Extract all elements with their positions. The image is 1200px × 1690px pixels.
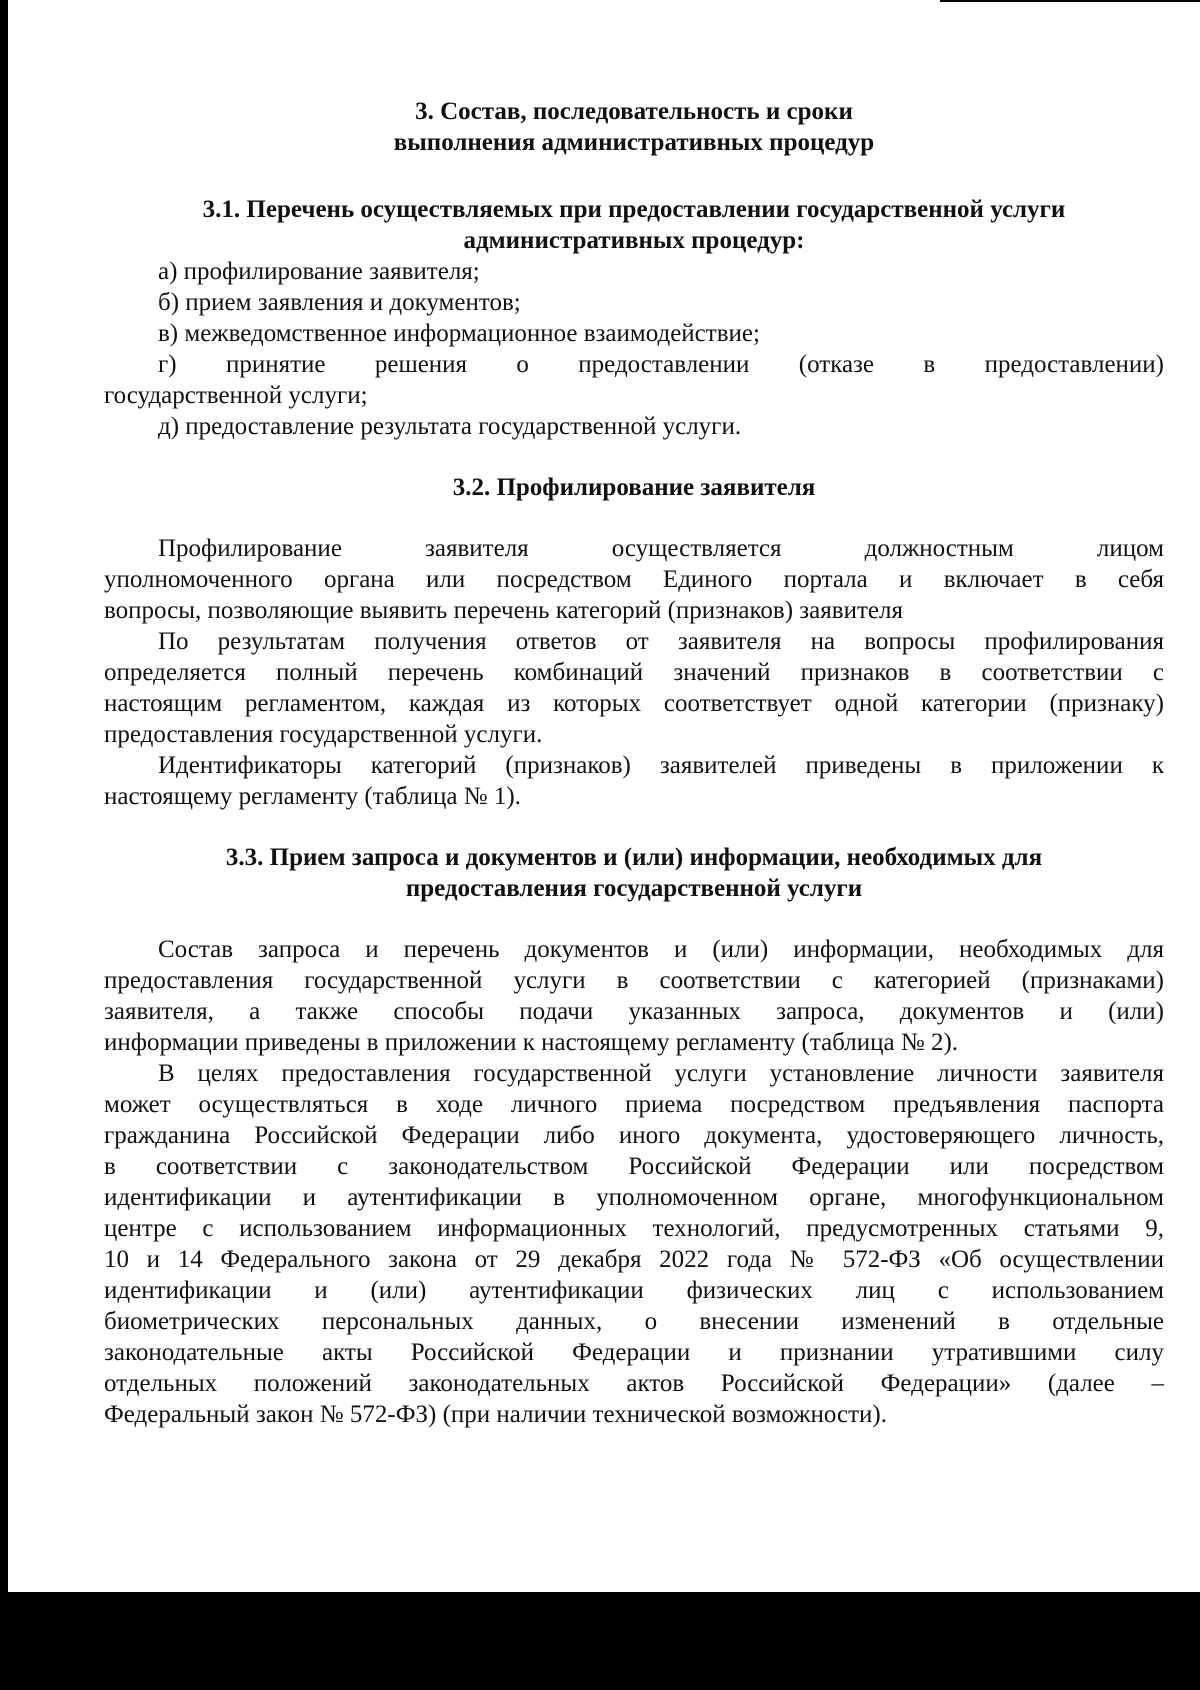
scan-left-border	[0, 0, 8, 1690]
paragraph-line: законодательные акты Российской Федерации и признании утратившими силу	[104, 1339, 1164, 1366]
scan-bottom-bar	[0, 1592, 1200, 1690]
paragraph-line: центре с использованием информационных технологий, предусмотренных статьями 9,	[104, 1215, 1164, 1242]
paragraph-line: предоставления государственной услуги.	[104, 721, 543, 748]
section-3-title-line-1: 3. Состав, последовательность и сроки	[415, 98, 853, 125]
paragraph-line: определяется полный перечень комбинаций значений признаков в соответствии с	[104, 659, 1164, 686]
paragraph-line: биометрических персональных данных, о внесении изменений в отдельные	[104, 1308, 1164, 1335]
paragraph-line: предоставления государственной услуги в соответствии с категорией (признаками)	[104, 967, 1164, 994]
paragraph-line: идентификации и аутентификации в уполномоченном органе, многофункциональном	[104, 1184, 1164, 1211]
paragraph-line: По результатам получения ответов от заявителя на вопросы профилирования	[158, 628, 1164, 655]
paragraph-line: В целях предоставления государственной услуги установление личности заявителя	[158, 1060, 1164, 1087]
list-item-g-continuation: государственной услуги;	[104, 382, 368, 409]
list-item-v: в) межведомственное информационное взаимодействие;	[158, 320, 760, 347]
list-item-b: б) прием заявления и документов;	[158, 289, 521, 316]
document-page	[104, 96, 1164, 1430]
section-3-1-title-line-1: 3.1. Перечень осуществляемых при предоставлении государственной услуги	[202, 196, 1066, 223]
paragraph-line: Идентификаторы категорий (признаков) заявителей приведены в приложении к	[158, 752, 1164, 779]
list-item-d: д) предоставление результата государственной услуги.	[158, 413, 742, 440]
section-3-title-line-2: выполнения административных процедур	[393, 129, 875, 156]
paragraph-line: может осуществляться в ходе личного приема посредством предъявления паспорта	[104, 1091, 1164, 1118]
list-item-g: г) принятие решения о предоставлении (отказе в предоставлении)	[158, 351, 1164, 378]
section-3-3-title-line-2: предоставления государственной услуги	[405, 875, 863, 902]
paragraph-line: настоящим регламентом, каждая из которых соответствует одной категории (признаку)	[104, 690, 1164, 717]
paragraph-line: Профилирование заявителя осуществляется должностным лицом	[158, 535, 1164, 562]
paragraph-line: гражданина Российской Федерации либо иного документа, удостоверяющего личность,	[104, 1122, 1164, 1149]
section-3-2-title: 3.2. Профилирование заявителя	[452, 474, 816, 501]
paragraph-line: 10 и 14 Федерального закона от 29 декабря 2022 года № 572-ФЗ «Об осуществлении	[104, 1246, 1164, 1273]
spacer	[104, 812, 1164, 842]
section-3-3-title-line-1: 3.3. Прием запроса и документов и (или) информации, необходимых для	[225, 844, 1043, 871]
scan-top-line	[940, 0, 1200, 2]
paragraph-line: отдельных положений законодательных актов Российской Федерации» (далее –	[104, 1370, 1164, 1397]
list-item-a: а) профилирование заявителя;	[158, 258, 480, 285]
paragraph-line: уполномоченного органа или посредством Единого портала и включает в себя	[104, 566, 1164, 593]
paragraph-line: заявителя, а также способы подачи указанных запроса, документов и (или)	[104, 998, 1164, 1025]
spacer	[104, 503, 1164, 533]
spacer	[104, 442, 1164, 472]
paragraph-line: Федеральный закон № 572-ФЗ) (при наличии технической возможности).	[104, 1401, 887, 1428]
paragraph-line: идентификации и (или) аутентификации физических лиц с использованием	[104, 1277, 1164, 1304]
paragraph-line: настоящему регламенту (таблица № 1).	[104, 783, 521, 810]
paragraph-line: вопросы, позволяющие выявить перечень категорий (признаков) заявителя	[104, 597, 903, 624]
spacer	[104, 904, 1164, 934]
spacer	[104, 158, 1164, 194]
paragraph-line: информации приведены в приложении к настоящему регламенту (таблица № 2).	[104, 1029, 959, 1056]
paragraph-line: в соответствии с законодательством Российской Федерации или посредством	[104, 1153, 1164, 1180]
section-3-1-title-line-2: административных процедур:	[463, 227, 805, 254]
paragraph-line: Состав запроса и перечень документов и (или) информации, необходимых для	[158, 936, 1164, 963]
